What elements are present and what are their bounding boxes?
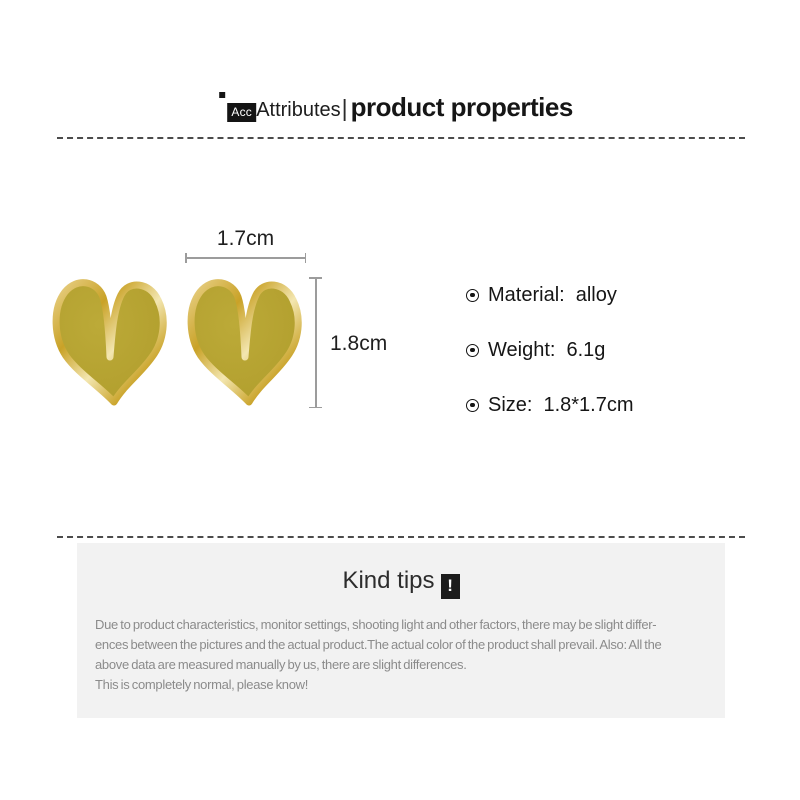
header-divider: | [341,95,348,121]
kind-tips-title-row [77,543,725,599]
width-dimension-tick-right [305,253,307,263]
property-value: 6.1g [566,338,606,361]
height-dimension-tick-bottom [309,407,322,409]
width-dimension-label: 1.7cm [216,227,275,250]
acc-badge-wrap [227,103,256,122]
kind-tips-line: above data are measured manually by us, there are slight differences. [95,656,467,672]
kind-tips-body [77,615,725,695]
property-value: 1.8*1.7cm [543,393,634,416]
bullseye-bullet-icon [466,289,479,302]
attributes-label: Attributes [256,99,341,121]
property-label: Weight: [488,338,556,361]
property-row-size [466,394,634,416]
height-dimension-line [315,277,317,408]
bullet-dot [470,293,475,298]
kind-tips-title: Kind tips [342,567,435,594]
bullseye-bullet-icon [466,399,479,412]
kind-tips-line: Due to product characteristics, monitor settings, shooting light and other factors, there may be slight differ- [95,616,657,632]
bullseye-bullet-icon [466,344,479,357]
kind-tips-line: ences between the pictures and the actual product.The actual color of the product shall prevail. Also: All the [95,636,662,652]
bullet-dot [470,403,475,408]
width-dimension-line [185,257,306,259]
exclamation-icon: ! [441,574,460,599]
height-dimension-label: 1.8cm [330,332,388,355]
width-dimension-tick-left [185,253,187,263]
heart-earring-right-image [184,271,308,411]
acc-badge: Acc [227,103,256,122]
page-title: product properties [350,92,573,122]
corner-square-decoration [219,92,225,98]
dashed-divider-top [57,137,745,139]
property-value: alloy [575,283,617,306]
dashed-divider-bottom [57,536,745,538]
kind-tips-line: This is completely normal, please know! [95,676,309,692]
property-label: Material: [488,283,565,306]
heart-earring-left-image [49,271,173,411]
kind-tips-panel [77,543,725,718]
property-row-material [466,284,634,306]
properties-list [466,284,634,449]
height-dimension-tick-top [309,277,322,279]
section-header [227,92,573,123]
property-label: Size: [488,393,533,416]
property-row-weight [466,339,634,361]
bullet-dot [470,348,475,353]
